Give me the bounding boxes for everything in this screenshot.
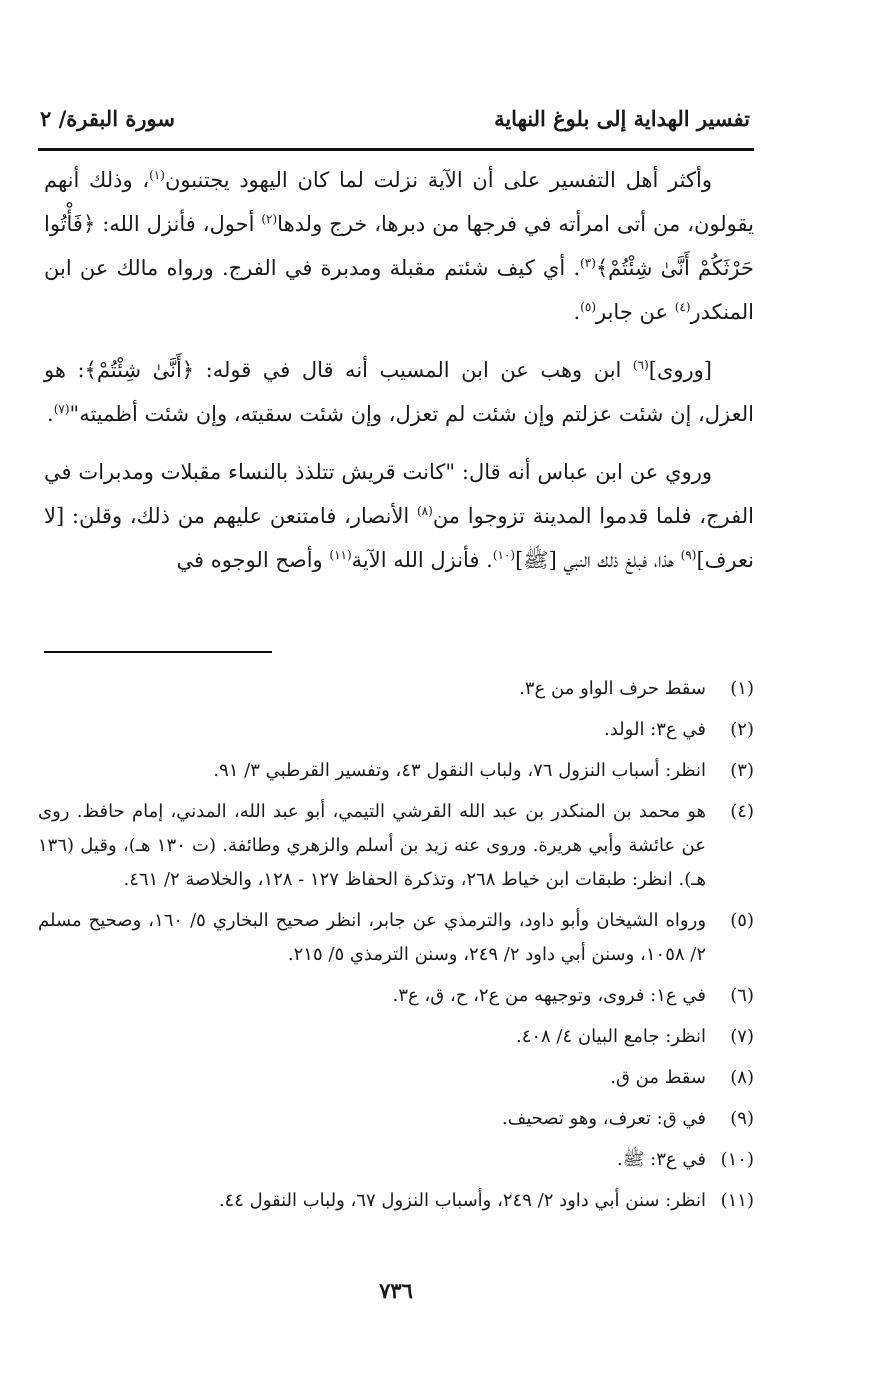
header-divider <box>38 148 754 151</box>
text-run: أحول، فأنزل الله: ﴿فَأْتُوا حَرْثَكُمْ أَنَّىٰ شِئْتُمْ﴾ <box>44 212 754 280</box>
footnote-number: (٥) <box>730 910 754 931</box>
footnote-1 <box>38 672 754 706</box>
footnote-11 <box>38 1184 754 1218</box>
footnote-7 <box>38 1020 754 1054</box>
footnote-ref[interactable]: (١٠) <box>492 548 516 562</box>
footnote-text: ورواه الشيخان وأبو داود، والترمذي عن جابر، انظر صحيح البخاري ٥/ ١٦٠، وصحيح مسلم ٢/ ١٠٥٨، وسنن أبي داود ٢/ ٢٤٩، وسنن الترمذي ٥/ ٢١٥. <box>38 910 707 965</box>
footnote-4 <box>38 795 754 897</box>
text-run: ، وذلك أنهم يقولون، من أتى امرأته في فرجها من دبرها، خرج ولدها <box>44 168 754 236</box>
text-run: . فأنزل الله الآية <box>351 548 493 572</box>
footnote-3 <box>38 754 754 788</box>
text-run: . أي كيف شئتم مقبلة ومدبرة في الفرج. ورواه مالك عن ابن المنكدر <box>44 256 754 324</box>
footnote-text: انظر: جامع البيان ٤/ ٤٠٨. <box>515 1026 706 1047</box>
footnote-ref[interactable]: (٨) <box>416 504 433 518</box>
book-title: تفسير الهداية إلى بلوغ النهاية <box>494 106 750 131</box>
footnote-ref[interactable]: (١) <box>149 168 165 182</box>
footnote-8 <box>38 1061 754 1095</box>
text-run: وأكثر أهل التفسير على أن الآية نزلت لما كان اليهود يجتنبون <box>164 168 712 192</box>
footnote-ref[interactable]: (٢) <box>261 212 278 226</box>
text-run: الأنصار، فامتنعن عليهم من ذلك، وقلن: [لا نعرف] <box>44 504 754 572</box>
footnote-number: (٤) <box>730 801 754 822</box>
footnote-ref[interactable]: (١١) <box>329 548 352 562</box>
footnote-number: (٧) <box>730 1026 754 1047</box>
footnote-number: (١١) <box>720 1190 754 1211</box>
footnote-divider <box>44 651 272 653</box>
footnote-number: (٩) <box>730 1108 754 1129</box>
footnote-text: انظر: سنن أبي داود ٢/ ٢٤٩، وأسباب النزول ٦٧، ولباب النقول ٤٤. <box>218 1190 706 1211</box>
footnote-text: انظر: أسباب النزول ٧٦، ولباب النقول ٤٣، وتفسير القرطبي ٣/ ٩١. <box>213 760 706 781</box>
footnote-6 <box>38 979 754 1013</box>
text-run: ابن وهب عن ابن المسيب أنه قال في قوله: ﴿أَنَّىٰ شِئْتُمْ﴾: هو العزل، إن شئت عزلتم وإن شئت لم تعزل، وإن شئت سقيته، وإن شئت أظميته" <box>44 358 754 426</box>
footnote-5 <box>38 904 754 972</box>
footnote-2 <box>38 713 754 747</box>
footnote-9 <box>38 1102 754 1136</box>
book-page <box>38 0 754 1382</box>
footnote-number: (١٠) <box>720 1149 754 1170</box>
text-run: وأصح الوجوه في <box>176 548 330 572</box>
text-run: . <box>573 300 581 324</box>
footnote-text: هو محمد بن المنكدر بن عبد الله القرشي التيمي، أبو عبد الله، المدني، إمام حافظ. روى عن عائشة وأبي هريرة. وروى عنه زيد بن أسلم والزهري وطائفة. (ت ١٣٠ هـ)، وقيل (١٣٦ هـ). انظر: طبقات ابن خياط ٢٦٨، وتذكرة الحفاظ ١٢٧ - ١٢٨، والخلاصة ٢/ ٤٦١. <box>38 801 706 890</box>
footnote-ref[interactable]: (٧) <box>53 402 70 416</box>
text-run: . <box>47 402 54 426</box>
text-run: وروي عن ابن عباس أنه قال: "كانت قريش تتلذذ بالنساء مقبلات ومدبرات في الفرج، فلما قدموا المدينة تزوجوا من <box>44 460 755 528</box>
page-number: ٧٣٦ <box>379 1278 413 1303</box>
footnote-10 <box>38 1143 754 1177</box>
footnote-ref[interactable]: (٥) <box>580 300 596 314</box>
footnotes <box>38 672 754 1225</box>
footnote-ref[interactable]: (٤) <box>674 300 691 314</box>
footnote-number: (٦) <box>730 985 754 1006</box>
paragraph-3 <box>44 450 754 582</box>
main-text <box>44 158 754 596</box>
paragraph-1 <box>44 158 754 334</box>
footnote-text: في ع٣: ﷺ. <box>616 1149 706 1170</box>
footnote-ref[interactable]: (٣) <box>580 256 596 270</box>
page-header <box>38 96 754 146</box>
footnote-number: (٣) <box>730 760 754 781</box>
footnote-ref[interactable]: (٦) <box>632 358 649 372</box>
footnote-number: (٢) <box>730 719 754 740</box>
footnote-text: سقط من ق. <box>610 1067 706 1088</box>
footnote-text: في ع١: فروى، وتوجيهه من ع٢، ح، ق، ع٣. <box>392 985 706 1006</box>
text-run: [وروى] <box>648 358 712 382</box>
footnote-ref[interactable]: (٩) <box>680 548 697 562</box>
footnote-text: في ع٣: الولد. <box>604 719 706 740</box>
footnote-text: في ق: تعرف، وهو تصحيف. <box>501 1108 706 1129</box>
text-run: عن جابر <box>596 300 675 324</box>
footnote-number: (٨) <box>730 1067 754 1088</box>
footnote-number: (١) <box>730 678 754 699</box>
text-run: هذا، فبلغ ذلك النبي [ﷺ] <box>515 548 681 572</box>
surah-title: سورة البقرة/ ٢ <box>40 106 175 131</box>
paragraph-2 <box>44 348 754 436</box>
footnote-text: سقط حرف الواو من ع٣. <box>519 678 706 699</box>
